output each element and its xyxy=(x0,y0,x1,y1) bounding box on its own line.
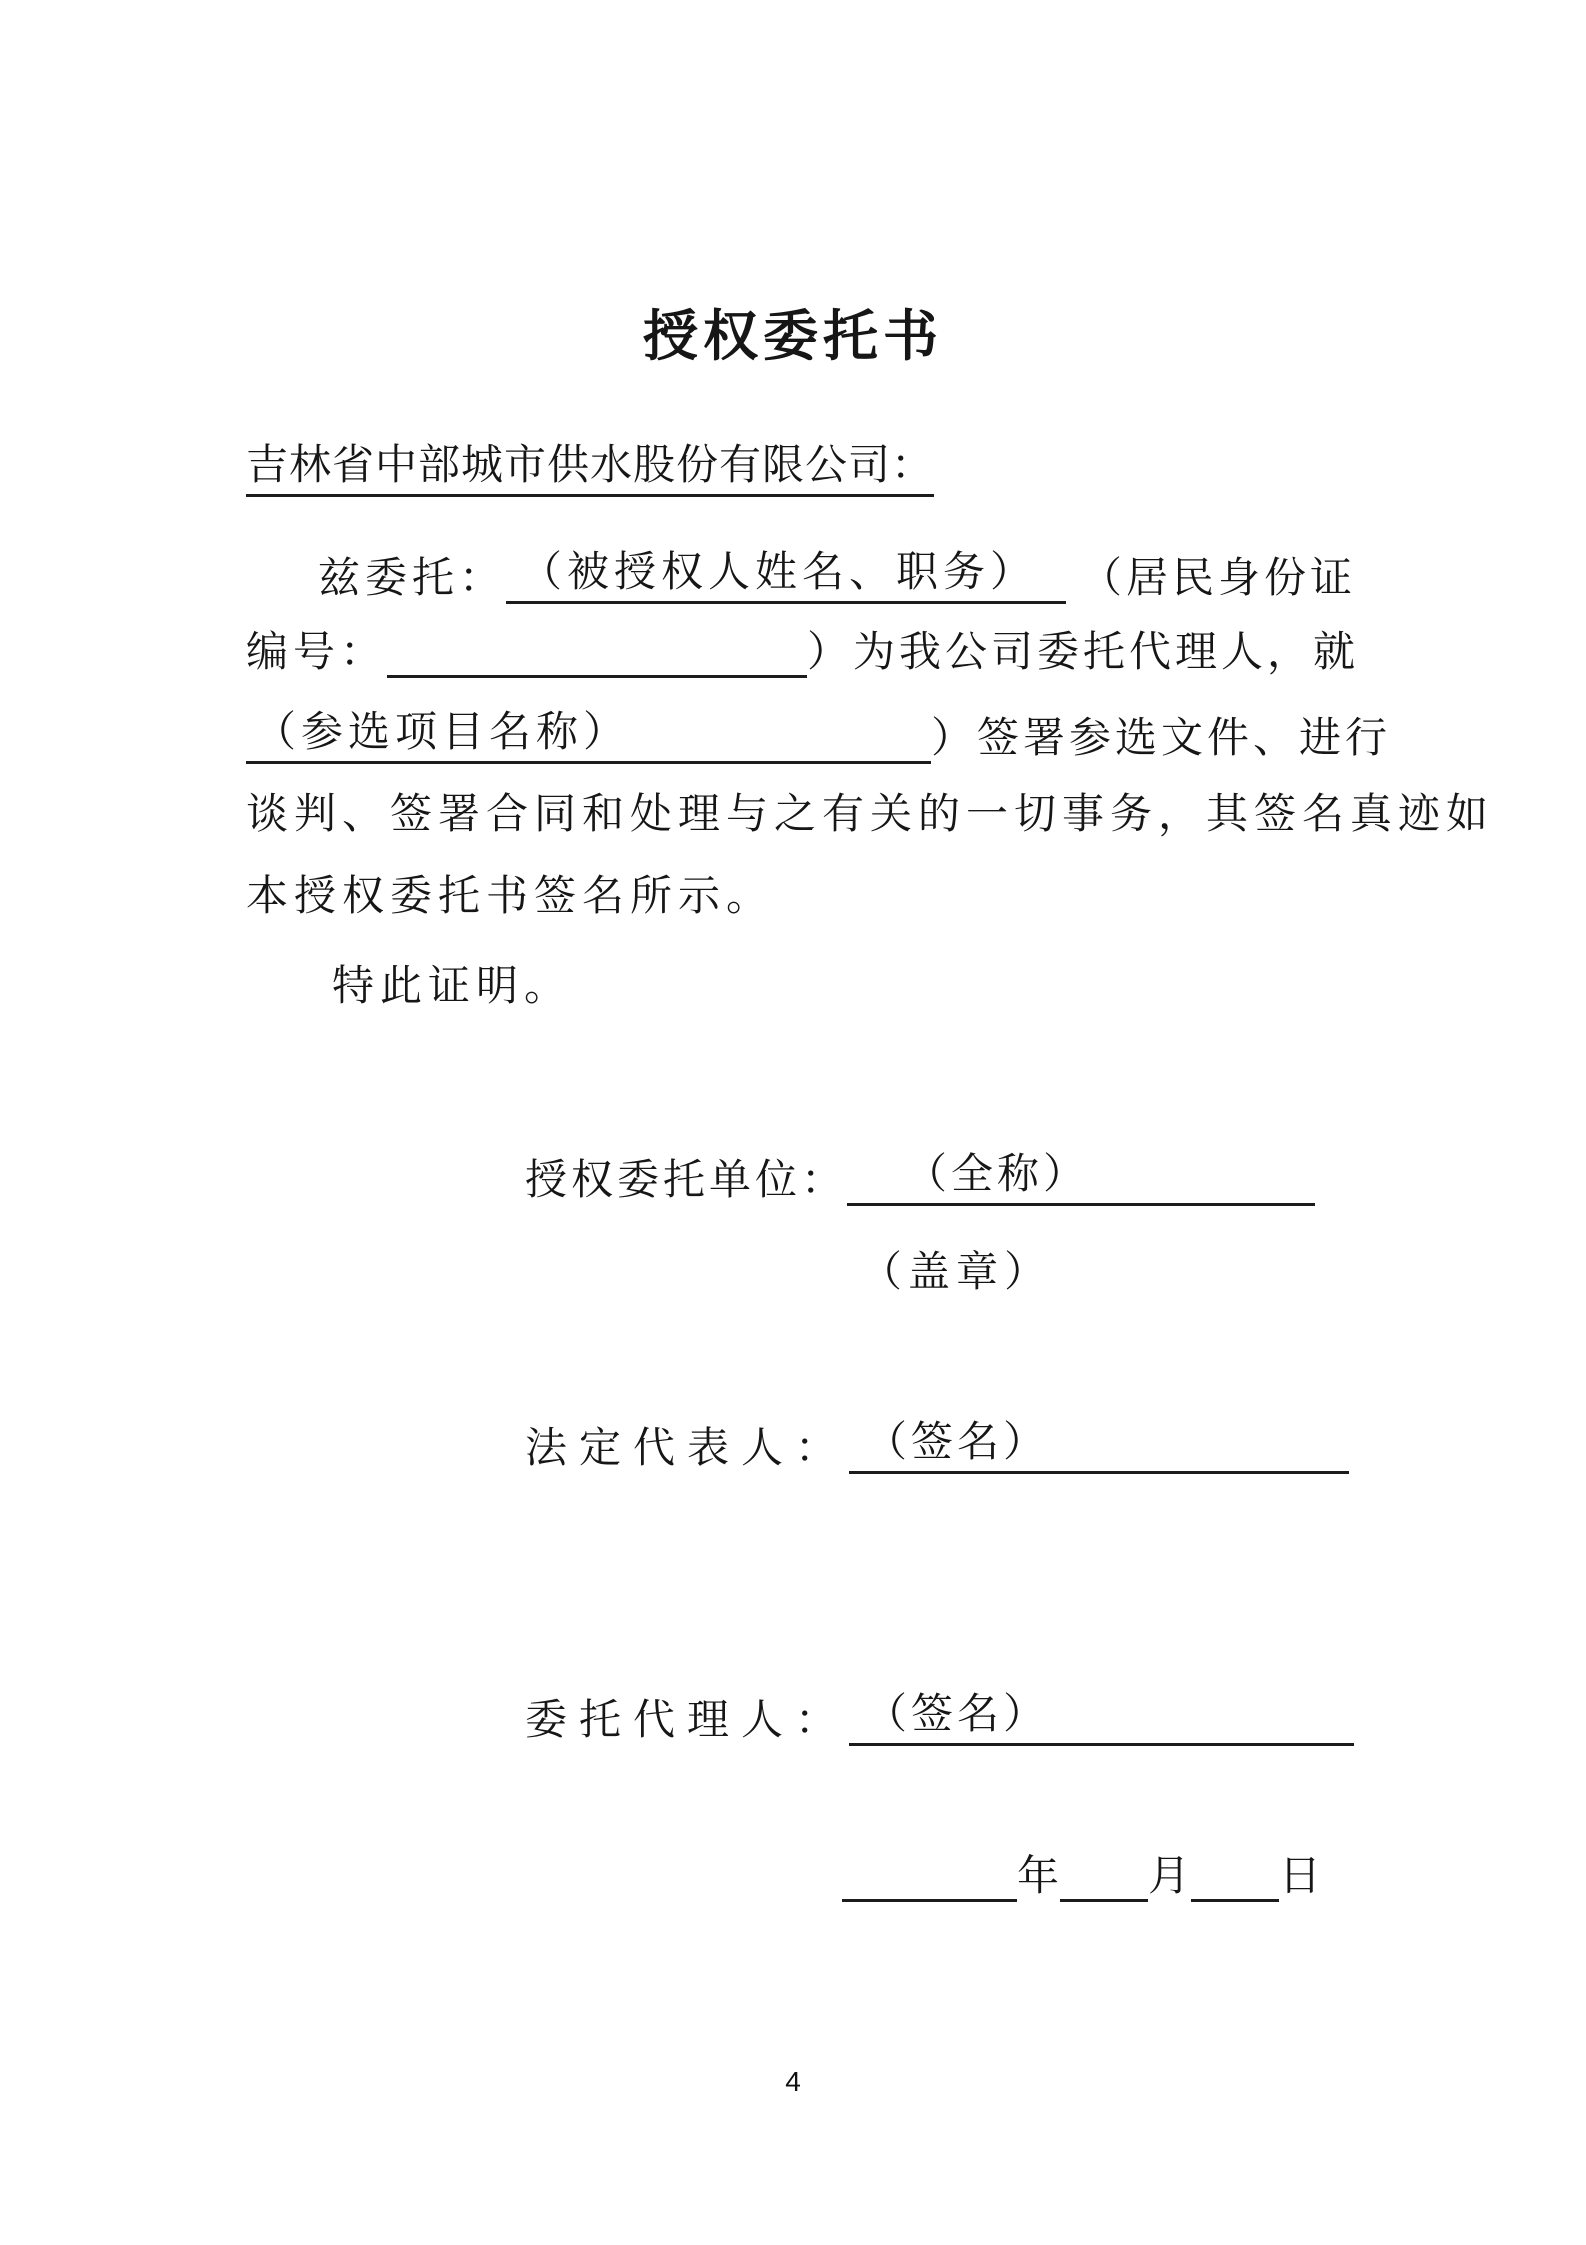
agent-signature-placeholder: （签名） xyxy=(865,1692,1050,1738)
page-number: 4 xyxy=(785,2066,801,2097)
id-number-blank xyxy=(387,631,807,678)
entrust-line xyxy=(246,548,1356,604)
id-number-lead-text: 编号： xyxy=(246,630,388,676)
project-name-blank xyxy=(246,708,931,764)
agent-label: 委托代理人： xyxy=(525,1698,850,1744)
date-year-suffix: 年 xyxy=(1017,1854,1061,1900)
agent-signature-blank xyxy=(849,1690,1354,1746)
date-month-blank xyxy=(1060,1855,1148,1902)
id-number-line xyxy=(246,628,1359,678)
addressee-company-name: 吉林省中部城市供水股份有限公司： xyxy=(246,441,934,497)
project-tail-text: ）签署参选文件、进行 xyxy=(931,716,1392,762)
date-day-blank xyxy=(1191,1855,1279,1902)
entity-line xyxy=(525,1150,1315,1206)
entity-name-blank xyxy=(847,1150,1315,1206)
entity-name-placeholder: （全称） xyxy=(905,1152,1090,1198)
addressee-line xyxy=(246,441,934,497)
negotiation-line: 谈判、签署合同和处理与之有关的一切事务，其签名真迹如 xyxy=(246,792,1495,838)
date-line xyxy=(842,1852,1322,1902)
entrust-lead-text: 兹委托： xyxy=(318,556,507,602)
closing-line: 特此证明。 xyxy=(332,964,573,1010)
id-number-tail-text: ）为我公司委托代理人，就 xyxy=(807,630,1360,676)
seal-note: （盖章） xyxy=(860,1250,1053,1296)
document-title: 授权委托书 xyxy=(642,306,943,367)
date-day-suffix: 日 xyxy=(1279,1854,1323,1900)
legal-rep-signature-placeholder: （签名） xyxy=(865,1420,1050,1466)
attorney-name-placeholder: （被授权人姓名、职务） xyxy=(520,550,1038,596)
legal-rep-line xyxy=(525,1418,1349,1474)
date-year-blank xyxy=(842,1855,1017,1902)
legal-rep-signature-blank xyxy=(849,1418,1349,1474)
agent-line xyxy=(525,1690,1354,1746)
entity-label: 授权委托单位： xyxy=(525,1158,848,1204)
date-month-suffix: 月 xyxy=(1148,1854,1192,1900)
signature-shown-line: 本授权委托书签名所示。 xyxy=(246,874,775,920)
entrust-tail-text: （居民身份证 xyxy=(1080,556,1357,602)
project-name-line xyxy=(246,708,1391,764)
attorney-name-blank xyxy=(506,548,1066,604)
project-name-placeholder: （参选项目名称） xyxy=(254,710,631,756)
legal-rep-label: 法定代表人： xyxy=(525,1426,850,1472)
